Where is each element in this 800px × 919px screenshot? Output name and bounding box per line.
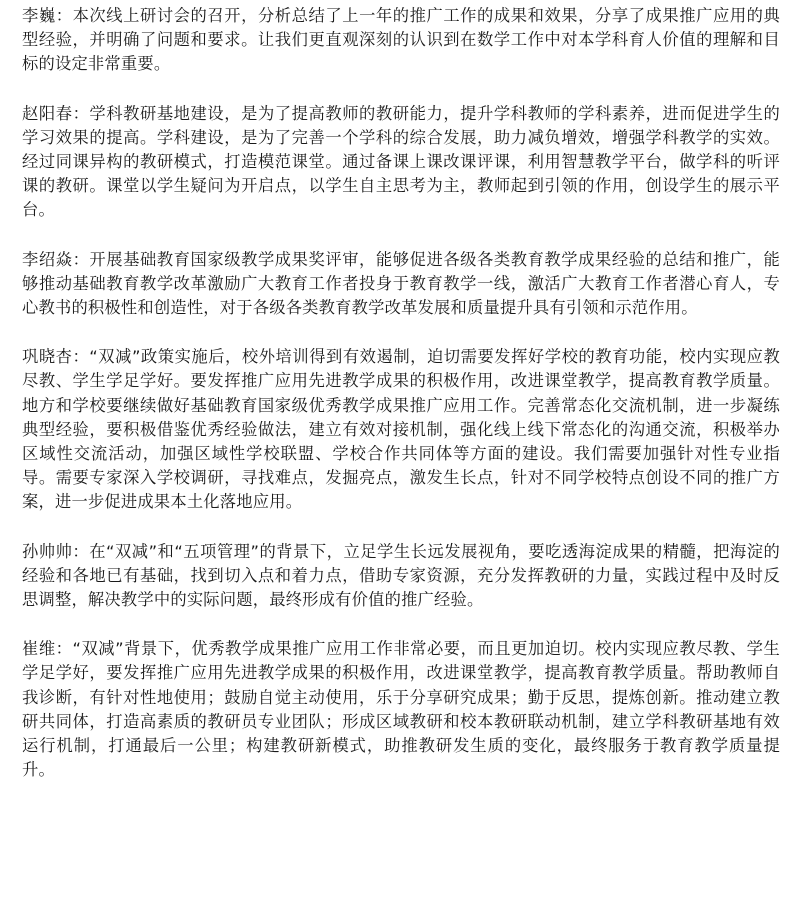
speaker-name: 李巍 <box>22 6 56 25</box>
paragraph-text: ：开展基础教育国家级教学成果奖评审，能够促进各级各类教育教学成果经验的总结和推广，能够推动基础教育教学改革激励广大教育工作者投身于教育教学一线，激活广大教育工作者潜心育人，专心教书的积极性和创造性，对于各级各类教育教学改革发展和质量提升具有引领和示范作用。 <box>22 249 780 318</box>
paragraph-gong-xiaoxing <box>22 345 780 514</box>
paragraph-zhao-yangchun <box>22 102 780 223</box>
speaker-name: 李绍焱 <box>22 249 73 269</box>
paragraph-text: ：学科教研基地建设，是为了提高教师的教研能力，提升学科教师的学科素养，进而促进学生的学习效果的提高。学科建设，是为了完善一个学科的综合发展，助力减负增效，增强学科教学的实效。经过同课异构的教研模式，打造模范课堂。通过备课上课改课评课，利用智慧教学平台，做学科的听评课的教研。课堂以学生疑问为开启点，以学生自主思考为主，教师起到引领的作用，创设学生的展示平台。 <box>22 103 780 220</box>
paragraph-li-shaoyan <box>22 248 780 321</box>
paragraph-cui-wei <box>22 637 780 782</box>
speaker-name: 巩晓杏 <box>22 347 73 367</box>
paragraph-sun-shuaishuai <box>22 540 780 613</box>
document-page <box>22 4 780 807</box>
paragraph-text: ：“双减”政策实施后，校外培训得到有效遏制，迫切需要发挥好学校的教育功能，校内实现应教尽教、学生学足学好。要发挥推广应用先进教学成果的积极作用，改进课堂教学，提高教育教学质量。地方和学校要继续做好基础教育国家级优秀教学成果推广应用工作。完善常态化交流机制，进一步凝练典型经验，要积极借鉴优秀经验做法，建立有效对接机制，强化线上线下常态化的沟通交流，积极举办区域性交流活动，加强区域性学校联盟、学校合作共同体等方面的建设。我们需要加强针对性专业指导。需要专家深入学校调研，寻找难点，发掘亮点，激发生长点，针对不同学校特点创设不同的推广方案，进一步促进成果本土化落地应用。 <box>22 347 780 512</box>
paragraph-li-wei <box>22 4 780 77</box>
speaker-name: 赵阳春 <box>22 103 73 123</box>
paragraph-text: ：本次线上研讨会的召开，分析总结了上一年的推广工作的成果和效果，分享了成果推广应用的典型经验，并明确了问题和要求。让我们更直观深刻的认识到在数学工作中对本学科育人价值的理解和目标的设定非常重要。 <box>22 6 781 74</box>
speaker-name: 孙帅帅 <box>22 541 73 561</box>
speaker-name: 崔维 <box>22 639 56 659</box>
paragraph-text: ：“双减”背景下，优秀教学成果推广应用工作非常必要，而且更加迫切。校内实现应教尽教、学生学足学好，要发挥推广应用先进教学成果的积极作用，改进课堂教学，提高教育教学质量。帮助教师自我诊断，有针对性地使用；鼓励自觉主动使用，乐于分享研究成果；勤于反思，提炼创新。推动建立教研共同体，打造高素质的教研员专业团队；形成区域教研和校本教研联动机制，建立学科教研基地有效运行机制，打通最后一公里；构建教研新模式，助推教研发生质的变化，最终服务于教育教学质量提升。 <box>22 639 780 780</box>
paragraph-text: ：在“双减”和“五项管理”的背景下，立足学生长远发展视角，要吃透海淀成果的精髓，把海淀的经验和各地已有基础，找到切入点和着力点，借助专家资源，充分发挥教研的力量，实践过程中及时反思调整，解决教学中的实际问题，最终形成有价值的推广经验。 <box>22 541 780 610</box>
